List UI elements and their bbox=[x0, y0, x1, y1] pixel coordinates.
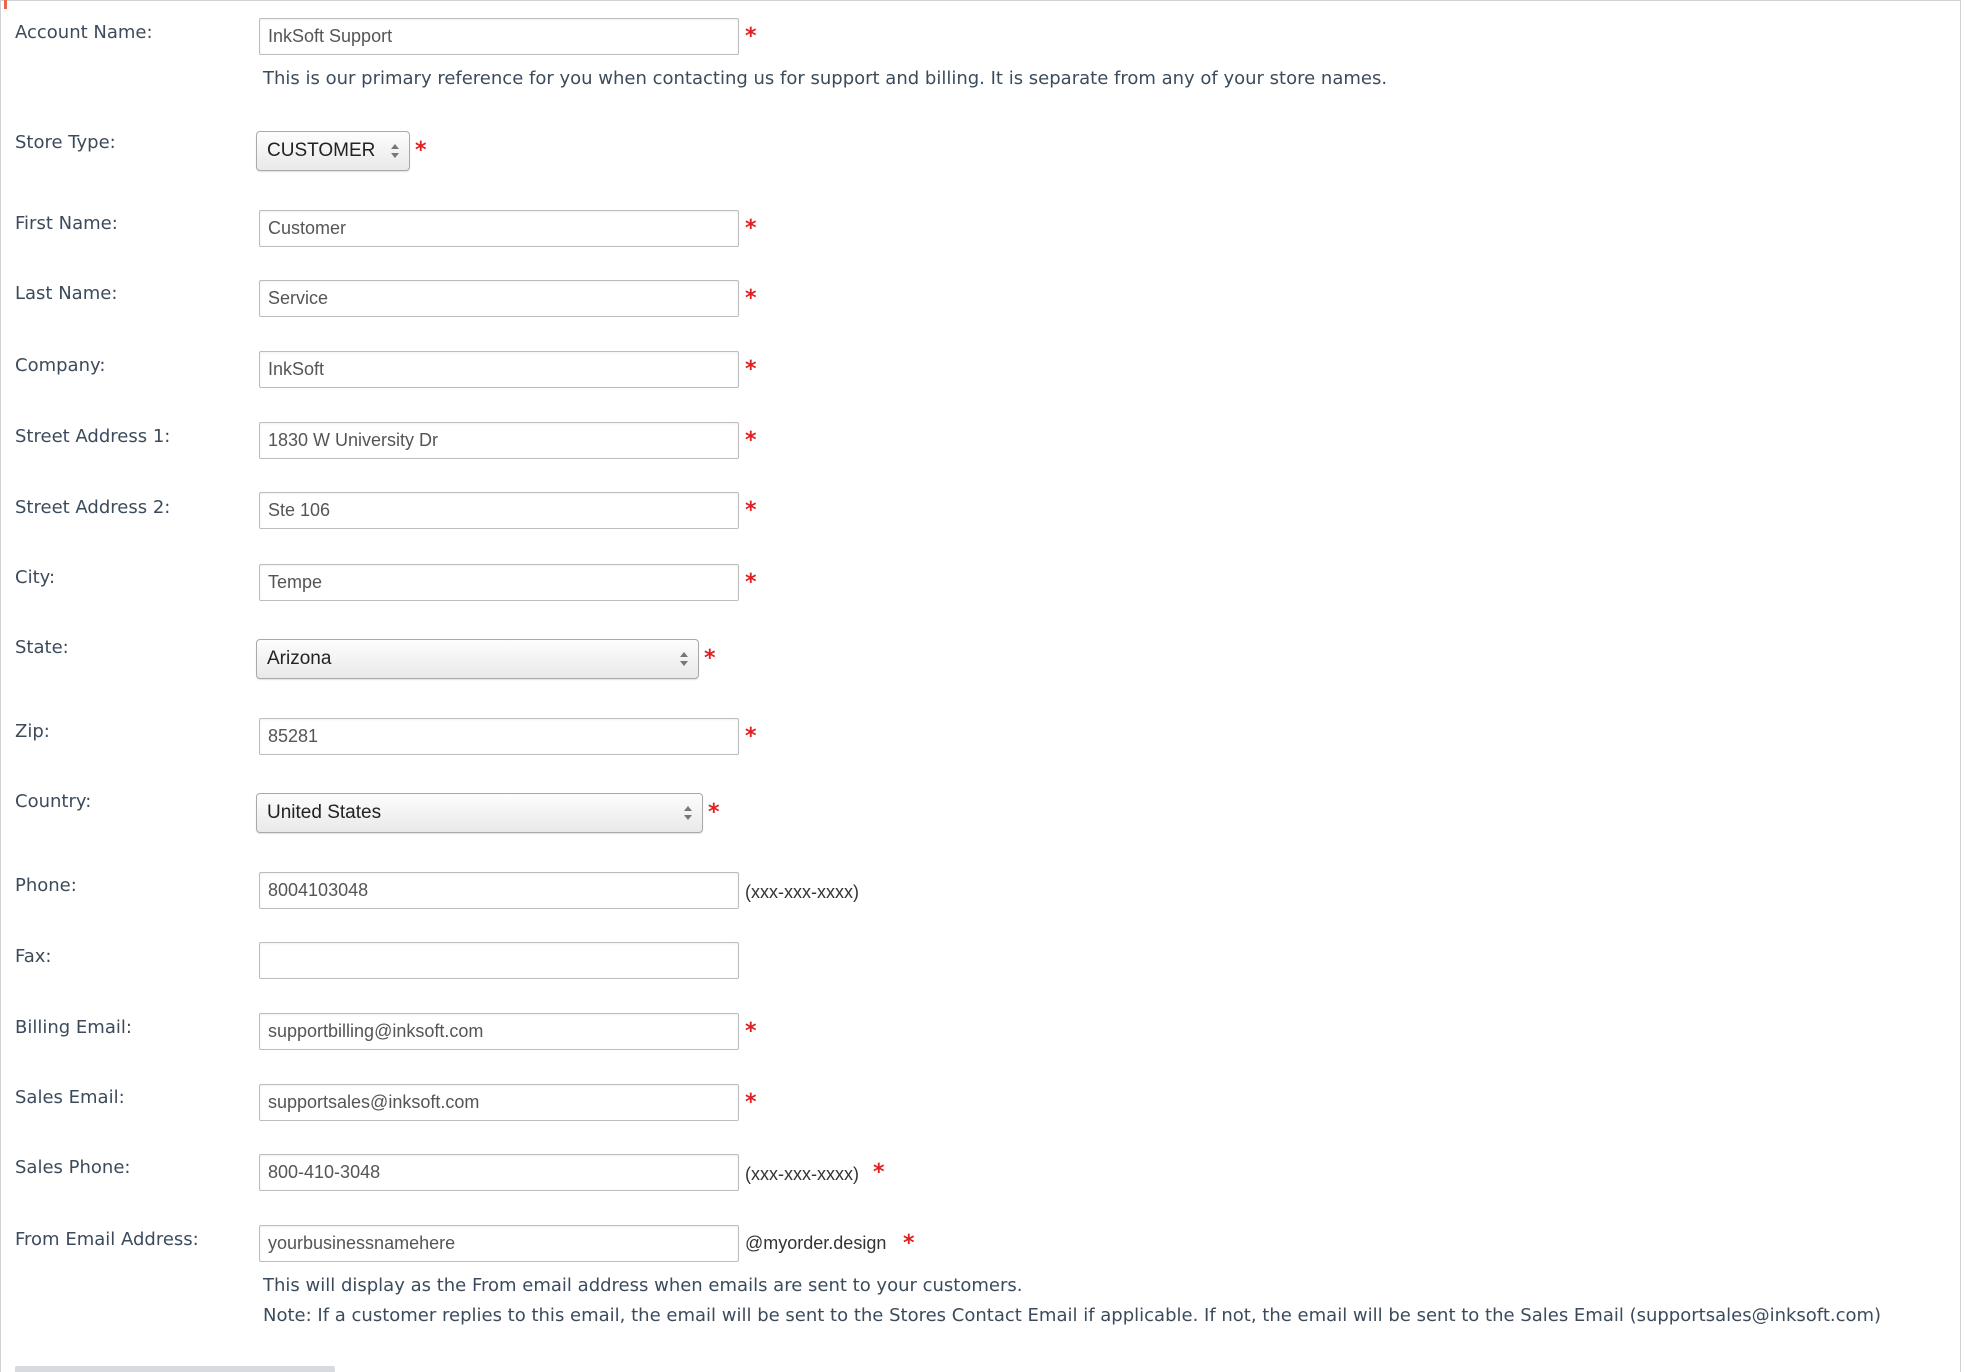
last-name-required-marker: * bbox=[745, 286, 757, 311]
first-name-required-marker: * bbox=[745, 216, 757, 241]
first-name-label: First Name: bbox=[15, 213, 118, 234]
sales-email-input[interactable] bbox=[259, 1084, 739, 1121]
city-required-marker: * bbox=[745, 570, 757, 595]
city-input[interactable] bbox=[259, 564, 739, 601]
from-email-reply-note: Note: If a customer replies to this email, the email will be sent to the Stores Contact Email if applicable. If not, the email will be sent to the Sales Email (supportsales@inksoft.com) bbox=[263, 1305, 1882, 1326]
phone-label: Phone: bbox=[15, 875, 77, 896]
first-name-input[interactable] bbox=[259, 210, 739, 247]
select-arrows-icon bbox=[680, 652, 688, 666]
street-address-1-required-marker: * bbox=[745, 428, 757, 453]
country-selected-value: United States bbox=[267, 802, 382, 823]
store-type-label: Store Type: bbox=[15, 132, 116, 153]
account-name-label: Account Name: bbox=[15, 22, 153, 43]
company-input[interactable] bbox=[259, 351, 739, 388]
zip-required-marker: * bbox=[745, 724, 757, 749]
billing-email-label: Billing Email: bbox=[15, 1017, 132, 1038]
state-select[interactable] bbox=[256, 639, 699, 679]
zip-input[interactable] bbox=[259, 718, 739, 755]
city-label: City: bbox=[15, 567, 56, 588]
from-email-label: From Email Address: bbox=[15, 1229, 199, 1250]
company-label: Company: bbox=[15, 355, 106, 376]
state-selected-value: Arizona bbox=[267, 648, 332, 669]
from-email-required-marker: * bbox=[903, 1231, 915, 1256]
street-address-2-input[interactable] bbox=[259, 492, 739, 529]
street-address-1-input[interactable] bbox=[259, 422, 739, 459]
from-email-input[interactable] bbox=[259, 1225, 739, 1262]
phone-format-hint: (xxx-xxx-xxxx) bbox=[745, 882, 859, 902]
next-field-label-cutoff bbox=[15, 1362, 335, 1372]
sales-phone-required-marker: * bbox=[873, 1160, 885, 1185]
select-arrows-icon bbox=[684, 806, 692, 820]
country-label: Country: bbox=[15, 791, 92, 812]
fax-label: Fax: bbox=[15, 946, 52, 967]
sales-email-label: Sales Email: bbox=[15, 1087, 125, 1108]
sales-phone-format-hint: (xxx-xxx-xxxx) bbox=[745, 1164, 859, 1184]
panel-corner-accent bbox=[4, 0, 7, 9]
billing-email-input[interactable] bbox=[259, 1013, 739, 1050]
from-email-help-text: This will display as the From email address when emails are sent to your customers. bbox=[263, 1275, 1023, 1296]
account-name-required-marker: * bbox=[745, 24, 757, 49]
phone-input[interactable] bbox=[259, 872, 739, 909]
street-address-2-label: Street Address 2: bbox=[15, 497, 171, 518]
company-required-marker: * bbox=[745, 357, 757, 382]
fax-input[interactable] bbox=[259, 942, 739, 979]
store-type-required-marker: * bbox=[415, 138, 427, 163]
state-required-marker: * bbox=[704, 646, 716, 671]
from-email-domain-suffix: @myorder.design bbox=[745, 1233, 887, 1253]
sales-email-required-marker: * bbox=[745, 1090, 757, 1115]
sales-phone-input[interactable] bbox=[259, 1154, 739, 1191]
state-label: State: bbox=[15, 637, 69, 658]
account-name-help-text: This is our primary reference for you when contacting us for support and billing. It is separate from any of your store names. bbox=[263, 68, 1388, 89]
street-address-2-required-marker: * bbox=[745, 498, 757, 523]
last-name-label: Last Name: bbox=[15, 283, 118, 304]
country-required-marker: * bbox=[708, 800, 720, 825]
country-select[interactable] bbox=[256, 793, 703, 833]
select-arrows-icon bbox=[391, 144, 399, 158]
sales-phone-label: Sales Phone: bbox=[15, 1157, 131, 1178]
street-address-1-label: Street Address 1: bbox=[15, 426, 171, 447]
zip-label: Zip: bbox=[15, 721, 50, 742]
last-name-input[interactable] bbox=[259, 280, 739, 317]
account-name-input[interactable] bbox=[259, 18, 739, 55]
billing-email-required-marker: * bbox=[745, 1019, 757, 1044]
store-type-select[interactable] bbox=[256, 131, 410, 171]
store-type-selected-value: CUSTOMER bbox=[267, 140, 376, 161]
